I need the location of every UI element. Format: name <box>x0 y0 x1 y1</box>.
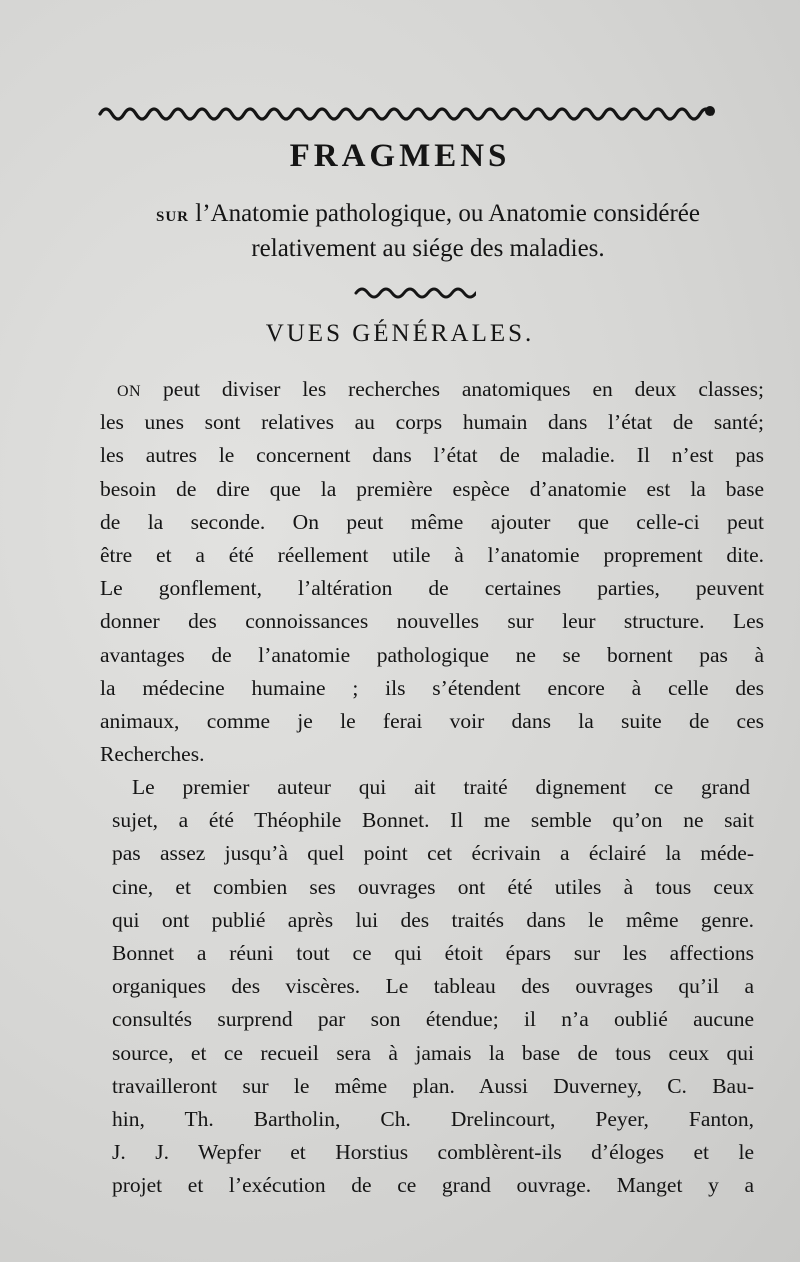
line-text: peut diviser les recherches anatomiques en deux classes; <box>141 377 764 401</box>
line-text: être et a été réellement utile à l’anatomie proprement dite. <box>100 543 764 567</box>
line-text: J. J. Wepfer et Horstius comblèrent-ils d’éloges et le <box>112 1140 754 1165</box>
text-line <box>100 407 764 437</box>
line-text: cine, et combien ses ouvrages ont été utiles à tous ceux <box>112 874 754 899</box>
text-line <box>132 772 750 802</box>
text-line <box>112 1038 754 1068</box>
text-line <box>112 1004 754 1034</box>
line-text: besoin de dire que la première espèce d’anatomie est la base <box>100 476 764 501</box>
line-text: la médecine humaine ; ils s’étendent encore à celle des <box>100 675 764 700</box>
subtitle-line-2: relativement au siége des maladies. <box>251 235 605 262</box>
page-title: FRAGMENS <box>289 138 511 174</box>
line-text: donner des connoissances nouvelles sur leur structure. Les <box>100 609 764 634</box>
text-line <box>100 673 764 703</box>
text-line <box>112 1137 754 1167</box>
subtitle-line-1: l’Anatomie pathologique, ou Anatomie considérée <box>189 200 700 227</box>
text-line <box>100 440 764 470</box>
text-line <box>112 1170 754 1200</box>
text-line <box>112 1071 754 1101</box>
line-text: travailleront sur le même plan. Aussi Duverney, C. Bau- <box>112 1073 754 1098</box>
wavy-rule-ornament-top <box>96 100 722 122</box>
line-text: Le gonflement, l’altération de certaines parties, peuvent <box>100 576 764 601</box>
subtitle <box>118 198 738 265</box>
line-text: organiques des viscères. Le tableau des ouvrages qu’il a <box>112 974 754 999</box>
line-text: consultés surprend par son étendue; il n’a oublié aucune <box>112 1007 754 1032</box>
text-line <box>117 374 764 404</box>
text-line <box>100 739 764 769</box>
line-text: Bonnet a réuni tout ce qui étoit épars sur les affections <box>112 941 754 965</box>
line-text: Le premier auteur qui ait traité dignement ce grand <box>132 775 750 799</box>
line-text: avantages de l’anatomie pathologique ne se bornent pas à <box>100 642 764 667</box>
text-line <box>100 507 764 537</box>
line-text: projet et l’exécution de ce grand ouvrage. Manget y a <box>112 1173 754 1198</box>
text-line <box>112 1104 754 1134</box>
line-text: sujet, a été Théophile Bonnet. Il me semble qu’on ne sait <box>112 808 754 833</box>
line-text: qui ont publié après lui des traités dans le même genre. <box>112 907 754 932</box>
text-line <box>100 606 764 636</box>
line-text: Recherches. <box>100 742 205 767</box>
subtitle-lead-word: SUR <box>156 209 190 225</box>
line-text: de la seconde. On peut même ajouter que celle-ci peut <box>100 509 764 534</box>
text-line <box>100 640 764 670</box>
text-line <box>100 474 764 504</box>
text-line <box>112 838 754 868</box>
line-text: pas assez jusqu’à quel point cet écrivain a éclairé la méde- <box>112 841 754 866</box>
wavy-rule-ornament-middle <box>352 283 476 299</box>
paragraph-lead-word: ON <box>117 383 142 400</box>
text-line <box>100 706 764 736</box>
text-line <box>112 905 754 935</box>
text-line <box>112 971 754 1001</box>
line-text: hin, Th. Bartholin, Ch. Drelincourt, Peyer, Fanton, <box>112 1107 754 1131</box>
line-text: les autres le concernent dans l’état de maladie. Il n’est pas <box>100 443 764 468</box>
line-text: source, et ce recueil sera à jamais la base de tous ceux qui <box>112 1040 754 1065</box>
line-text: les unes sont relatives au corps humain dans l’état de santé; <box>100 410 764 435</box>
line-text: animaux, comme je le ferai voir dans la suite de ces <box>100 709 764 733</box>
text-line <box>112 805 754 835</box>
text-line <box>112 938 754 968</box>
text-line <box>100 540 764 570</box>
text-line <box>100 573 764 603</box>
text-line <box>112 872 754 902</box>
section-heading: VUES GÉNÉRALES. <box>265 320 535 347</box>
